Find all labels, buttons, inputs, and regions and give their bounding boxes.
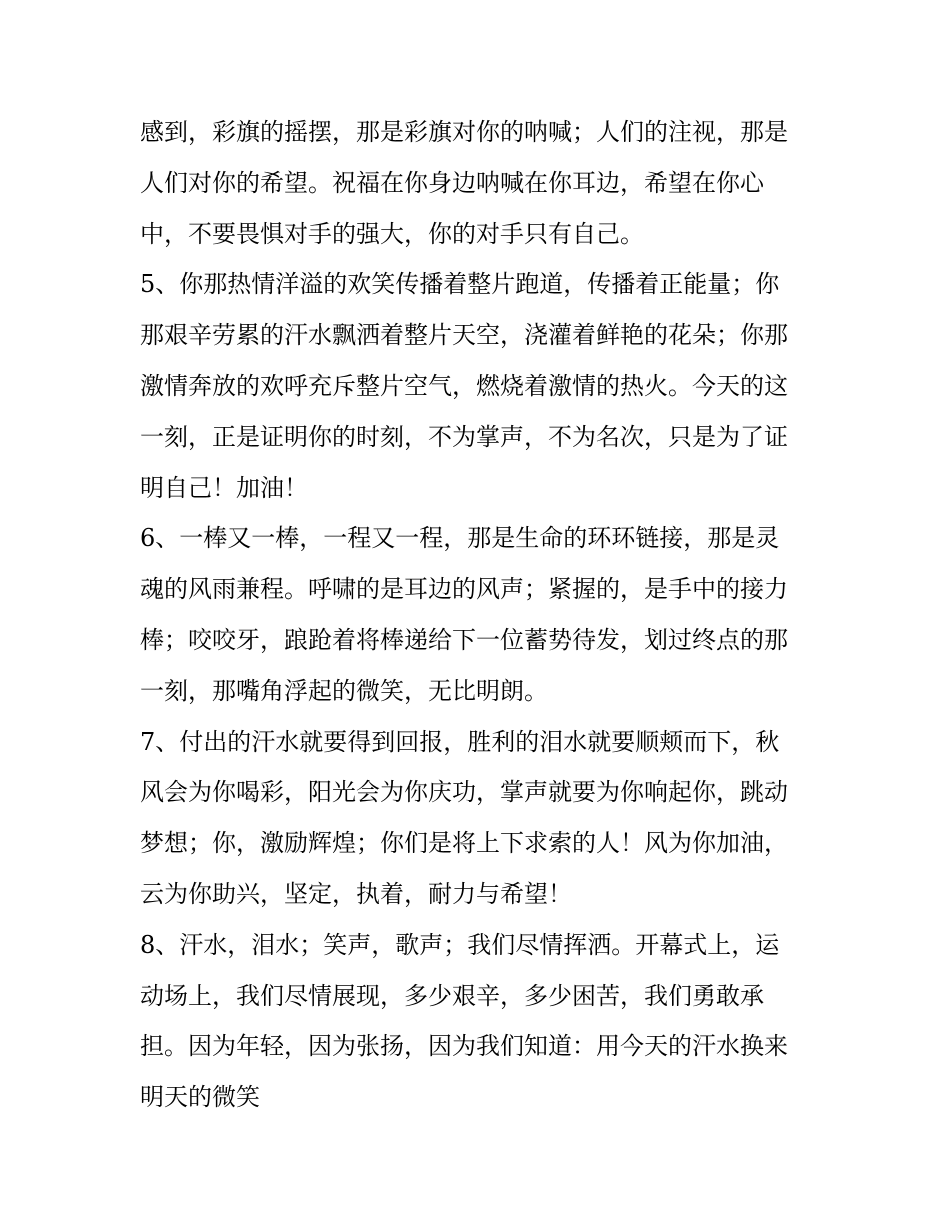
text-line: 感到，彩旗的摇摆，那是彩旗对你的呐喊；人们的注视，那是 <box>140 118 788 146</box>
text-line: 人们对你的希望。祝福在你身边呐喊在你耳边，希望在你心 <box>140 168 764 197</box>
text-line: 风会为你喝彩，阳光会为你庆功，掌声就要为你响起你，跳动 <box>140 778 788 807</box>
text-line: 那艰辛劳累的汗水飘洒着整片天空，浇灌着鲜艳的花朵；你那 <box>140 321 788 350</box>
text-line: 激情奔放的欢呼充斥整片空气，燃烧着激情的热火。今天的这 <box>140 371 788 400</box>
text-line: 棒；咬咬牙，踉跄着将棒递给下一位蓄势待发，划过终点的那 <box>140 625 788 654</box>
text-line: 担。因为年轻，因为张扬，因为我们知道：用今天的汗水换来 <box>140 1032 788 1061</box>
text-line: 一刻，正是证明你的时刻，不为掌声，不为名次，只是为了证 <box>140 422 788 451</box>
text-line: 云为你助兴，坚定，执着，耐力与希望！ <box>140 879 572 908</box>
text-line: 5、你那热情洋溢的欢笑传播着整片跑道，传播着正能量；你 <box>140 270 780 299</box>
document-body <box>140 107 820 1123</box>
text-line: 动场上，我们尽情展现，多少艰辛，多少困苦，我们勇敢承 <box>140 981 764 1010</box>
text-line: 6、一棒又一棒，一程又一程，那是生命的环环链接，那是灵 <box>140 524 780 553</box>
text-line: 8、汗水，泪水；笑声，歌声；我们尽情挥洒。开幕式上，运 <box>140 930 780 959</box>
text-line: 梦想；你，激励辉煌；你们是将上下求索的人！风为你加油， <box>140 829 788 858</box>
text-line: 魂的风雨兼程。呼啸的是耳边的风声；紧握的，是手中的接力 <box>140 575 788 604</box>
text-line: 明天的微笑 <box>140 1083 260 1112</box>
text-line: 明自己！加油！ <box>140 473 308 502</box>
text-line: 一刻，那嘴角浮起的微笑，无比明朗。 <box>140 676 548 705</box>
text-line: 7、付出的汗水就要得到回报，胜利的泪水就要顺颊而下，秋 <box>140 727 780 756</box>
text-line: 中，不要畏惧对手的强大，你的对手只有自己。 <box>140 219 644 248</box>
